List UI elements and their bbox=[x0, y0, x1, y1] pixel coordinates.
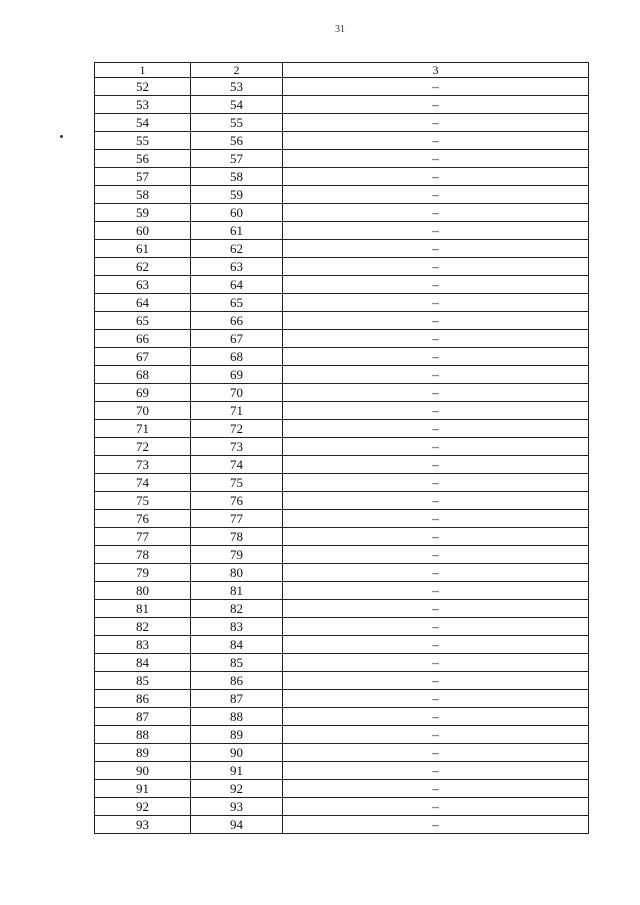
table-row bbox=[95, 474, 589, 492]
table-row bbox=[95, 492, 589, 510]
table-cell: – bbox=[283, 672, 589, 690]
table-cell: – bbox=[283, 168, 589, 186]
table-cell: 72 bbox=[191, 420, 283, 438]
table-cell: 84 bbox=[191, 636, 283, 654]
table-cell: 74 bbox=[191, 456, 283, 474]
table-cell: 68 bbox=[191, 348, 283, 366]
table-cell: – bbox=[283, 762, 589, 780]
table-cell: 85 bbox=[95, 672, 191, 690]
table-cell: 69 bbox=[191, 366, 283, 384]
table-cell: 69 bbox=[95, 384, 191, 402]
table-row bbox=[95, 438, 589, 456]
table-cell: – bbox=[283, 204, 589, 222]
table-cell: 90 bbox=[95, 762, 191, 780]
table-cell: – bbox=[283, 132, 589, 150]
table-row bbox=[95, 600, 589, 618]
table-cell: – bbox=[283, 222, 589, 240]
table-cell: 73 bbox=[191, 438, 283, 456]
table-cell: – bbox=[283, 798, 589, 816]
table-cell: 56 bbox=[95, 150, 191, 168]
table-cell: – bbox=[283, 366, 589, 384]
table-cell: – bbox=[283, 528, 589, 546]
table-cell: 53 bbox=[191, 78, 283, 96]
table-row bbox=[95, 294, 589, 312]
table-row bbox=[95, 186, 589, 204]
table-cell: 54 bbox=[95, 114, 191, 132]
table-cell: 77 bbox=[191, 510, 283, 528]
table-row bbox=[95, 420, 589, 438]
table-row bbox=[95, 690, 589, 708]
table-cell: 79 bbox=[95, 564, 191, 582]
table-row bbox=[95, 672, 589, 690]
table-cell: 77 bbox=[95, 528, 191, 546]
table-cell: – bbox=[283, 420, 589, 438]
table-row bbox=[95, 276, 589, 294]
table-row bbox=[95, 708, 589, 726]
table-cell: 75 bbox=[95, 492, 191, 510]
table-row bbox=[95, 762, 589, 780]
table-cell: – bbox=[283, 96, 589, 114]
table-cell: 91 bbox=[191, 762, 283, 780]
table-row bbox=[95, 240, 589, 258]
table-cell: – bbox=[283, 618, 589, 636]
table-cell: 86 bbox=[191, 672, 283, 690]
table-row bbox=[95, 456, 589, 474]
table-row bbox=[95, 168, 589, 186]
table-cell: – bbox=[283, 78, 589, 96]
table-cell: 58 bbox=[95, 186, 191, 204]
margin-dot bbox=[60, 135, 63, 138]
table-cell: 83 bbox=[191, 618, 283, 636]
table-cell: 80 bbox=[191, 564, 283, 582]
table-cell: 68 bbox=[95, 366, 191, 384]
table-body bbox=[95, 63, 589, 834]
table-row bbox=[95, 636, 589, 654]
table-row bbox=[95, 816, 589, 834]
table-cell: – bbox=[283, 564, 589, 582]
table-cell: 63 bbox=[95, 276, 191, 294]
table-cell: 86 bbox=[95, 690, 191, 708]
table-cell: 94 bbox=[191, 816, 283, 834]
table-cell: 60 bbox=[191, 204, 283, 222]
table-row bbox=[95, 150, 589, 168]
table-cell: 93 bbox=[95, 816, 191, 834]
table-cell: 78 bbox=[191, 528, 283, 546]
column-header: 1 bbox=[95, 63, 191, 78]
table-cell: 65 bbox=[95, 312, 191, 330]
table-cell: 88 bbox=[95, 726, 191, 744]
table-cell: 70 bbox=[95, 402, 191, 420]
table-cell: 91 bbox=[95, 780, 191, 798]
table-cell: – bbox=[283, 816, 589, 834]
table-cell: – bbox=[283, 780, 589, 798]
page-number: 31 bbox=[335, 24, 345, 35]
table-cell: 59 bbox=[191, 186, 283, 204]
table-cell: 72 bbox=[95, 438, 191, 456]
table-cell: – bbox=[283, 294, 589, 312]
table-cell: 87 bbox=[191, 690, 283, 708]
table-row bbox=[95, 618, 589, 636]
table-cell: 66 bbox=[191, 312, 283, 330]
table-cell: – bbox=[283, 114, 589, 132]
table-cell: 55 bbox=[191, 114, 283, 132]
table-row bbox=[95, 312, 589, 330]
table-cell: – bbox=[283, 690, 589, 708]
table-row bbox=[95, 582, 589, 600]
table-cell: 57 bbox=[191, 150, 283, 168]
table-row bbox=[95, 402, 589, 420]
table-cell: – bbox=[283, 600, 589, 618]
table-cell: 64 bbox=[95, 294, 191, 312]
table-row bbox=[95, 654, 589, 672]
table-cell: 71 bbox=[191, 402, 283, 420]
table-cell: 78 bbox=[95, 546, 191, 564]
table-cell: 92 bbox=[95, 798, 191, 816]
column-header: 3 bbox=[283, 63, 589, 78]
table-cell: 84 bbox=[95, 654, 191, 672]
table-cell: 90 bbox=[191, 744, 283, 762]
table-row bbox=[95, 114, 589, 132]
table-row bbox=[95, 384, 589, 402]
column-header: 2 bbox=[191, 63, 283, 78]
table-cell: 93 bbox=[191, 798, 283, 816]
table-cell: – bbox=[283, 348, 589, 366]
table-cell: 61 bbox=[95, 240, 191, 258]
table-cell: 88 bbox=[191, 708, 283, 726]
table-row bbox=[95, 348, 589, 366]
table-cell: – bbox=[283, 258, 589, 276]
table-cell: 76 bbox=[191, 492, 283, 510]
table-cell: 52 bbox=[95, 78, 191, 96]
table-cell: – bbox=[283, 330, 589, 348]
table-cell: – bbox=[283, 708, 589, 726]
table-cell: – bbox=[283, 456, 589, 474]
table-cell: 80 bbox=[95, 582, 191, 600]
table-row bbox=[95, 330, 589, 348]
table-row bbox=[95, 546, 589, 564]
table-cell: 89 bbox=[95, 744, 191, 762]
table-cell: 85 bbox=[191, 654, 283, 672]
table-cell: 66 bbox=[95, 330, 191, 348]
table-cell: – bbox=[283, 402, 589, 420]
table-cell: – bbox=[283, 276, 589, 294]
table-cell: – bbox=[283, 150, 589, 168]
table-cell: 76 bbox=[95, 510, 191, 528]
table-cell: – bbox=[283, 186, 589, 204]
table-row bbox=[95, 510, 589, 528]
table-cell: – bbox=[283, 510, 589, 528]
table-cell: 83 bbox=[95, 636, 191, 654]
table-row bbox=[95, 96, 589, 114]
table-cell: 74 bbox=[95, 474, 191, 492]
table-cell: 65 bbox=[191, 294, 283, 312]
table-cell: 81 bbox=[191, 582, 283, 600]
table-row bbox=[95, 744, 589, 762]
table-row bbox=[95, 366, 589, 384]
table-cell: 57 bbox=[95, 168, 191, 186]
table-cell: – bbox=[283, 744, 589, 762]
table-cell: 56 bbox=[191, 132, 283, 150]
table-cell: 64 bbox=[191, 276, 283, 294]
table-cell: 82 bbox=[95, 618, 191, 636]
table-header-row bbox=[95, 63, 589, 78]
table-cell: 71 bbox=[95, 420, 191, 438]
table-cell: – bbox=[283, 582, 589, 600]
table-cell: 61 bbox=[191, 222, 283, 240]
table-row bbox=[95, 78, 589, 96]
table-cell: 60 bbox=[95, 222, 191, 240]
table-cell: 62 bbox=[95, 258, 191, 276]
table-cell: – bbox=[283, 726, 589, 744]
table-cell: 82 bbox=[191, 600, 283, 618]
table-cell: – bbox=[283, 654, 589, 672]
table-cell: 81 bbox=[95, 600, 191, 618]
table-row bbox=[95, 222, 589, 240]
table-row bbox=[95, 204, 589, 222]
table-cell: 59 bbox=[95, 204, 191, 222]
table-cell: – bbox=[283, 438, 589, 456]
table-cell: – bbox=[283, 384, 589, 402]
table-cell: 67 bbox=[95, 348, 191, 366]
table-cell: 54 bbox=[191, 96, 283, 114]
table-row bbox=[95, 798, 589, 816]
table-cell: – bbox=[283, 492, 589, 510]
table-cell: 53 bbox=[95, 96, 191, 114]
table-row bbox=[95, 726, 589, 744]
table-cell: 67 bbox=[191, 330, 283, 348]
table-cell: 79 bbox=[191, 546, 283, 564]
table-row bbox=[95, 132, 589, 150]
table-cell: – bbox=[283, 240, 589, 258]
table-cell: 92 bbox=[191, 780, 283, 798]
table-cell: 58 bbox=[191, 168, 283, 186]
table-row bbox=[95, 528, 589, 546]
table-cell: 75 bbox=[191, 474, 283, 492]
table-cell: 55 bbox=[95, 132, 191, 150]
table-cell: 87 bbox=[95, 708, 191, 726]
table-cell: 73 bbox=[95, 456, 191, 474]
table-cell: 63 bbox=[191, 258, 283, 276]
table-cell: – bbox=[283, 312, 589, 330]
table-cell: 89 bbox=[191, 726, 283, 744]
table-cell: – bbox=[283, 474, 589, 492]
table-cell: 62 bbox=[191, 240, 283, 258]
table-cell: – bbox=[283, 546, 589, 564]
table-cell: – bbox=[283, 636, 589, 654]
table-row bbox=[95, 258, 589, 276]
table-row bbox=[95, 564, 589, 582]
table-cell: 70 bbox=[191, 384, 283, 402]
data-table bbox=[94, 62, 589, 834]
table-row bbox=[95, 780, 589, 798]
